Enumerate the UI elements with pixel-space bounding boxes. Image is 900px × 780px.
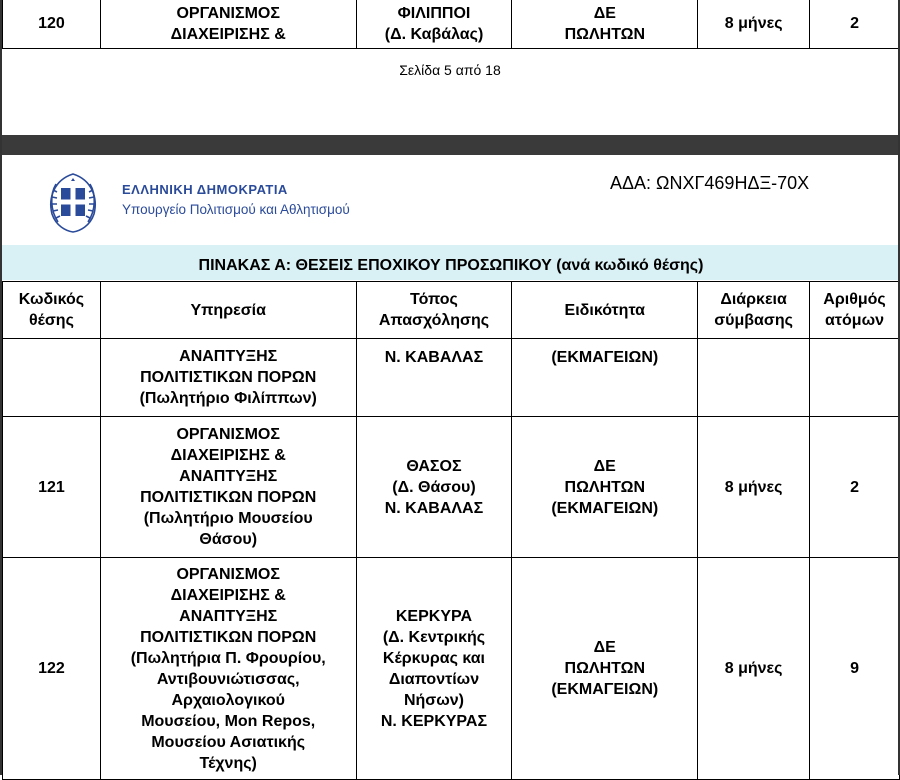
cell-count: 9 <box>810 558 900 780</box>
previous-page <box>0 0 900 135</box>
cell-location: ΦΙΛΙΠΠΟΙ (Δ. Καβάλας) <box>356 0 512 49</box>
cell-code: 122 <box>3 558 101 780</box>
col-header-specialty: Ειδικότητα <box>512 282 698 339</box>
ministry-header <box>122 182 350 217</box>
table-row <box>3 417 900 558</box>
cell-code <box>3 339 101 417</box>
greek-coat-of-arms-icon <box>42 170 104 234</box>
cell-specialty: ΔΕ ΠΩΛΗΤΩΝ (ΕΚΜΑΓΕΙΩΝ) <box>512 417 698 558</box>
cell-service: ΑΝΑΠΤΥΞΗΣ ΠΟΛΙΤΙΣΤΙΚΩΝ ΠΟΡΩΝ (Πωλητήριο Φιλίππων) <box>100 339 356 417</box>
positions-table <box>2 281 900 780</box>
col-header-service: Υπηρεσία <box>100 282 356 339</box>
cell-service: ΟΡΓΑΝΙΣΜΟΣ ΔΙΑΧΕΙΡΙΣΗΣ & <box>100 0 356 49</box>
cell-duration <box>698 339 810 417</box>
col-header-duration: Διάρκεια σύμβασης <box>698 282 810 339</box>
cell-duration: 8 μήνες <box>698 558 810 780</box>
cell-count <box>810 339 900 417</box>
col-header-location: Τόπος Απασχόλησης <box>356 282 512 339</box>
cell-service: ΟΡΓΑΝΙΣΜΟΣ ΔΙΑΧΕΙΡΙΣΗΣ & ΑΝΑΠΤΥΞΗΣ ΠΟΛΙΤΙΣΤΙΚΩΝ ΠΟΡΩΝ (Πωλητήρια Π. Φρουρίου, Αντιβουνιώτισσας, Αρχαιολογικού Μουσείου, Mon Repos, Μουσείου Ασιατικής Τέχνης) <box>100 558 356 780</box>
col-header-code: Κωδικός θέσης <box>3 282 101 339</box>
cell-code: 120 <box>3 0 101 49</box>
cell-duration: 8 μήνες <box>698 0 810 49</box>
page-gap <box>0 135 900 155</box>
cell-specialty: (ΕΚΜΑΓΕΙΩΝ) <box>512 339 698 417</box>
cell-specialty: ΔΕ ΠΩΛΗΤΩΝ (ΕΚΜΑΓΕΙΩΝ) <box>512 558 698 780</box>
left-edge <box>0 0 2 775</box>
table-row <box>3 339 900 417</box>
ministry-line1: ΕΛΛΗΝΙΚΗ ΔΗΜΟΚΡΑΤΙΑ <box>122 182 288 197</box>
cell-location: ΘΑΣΟΣ (Δ. Θάσου) Ν. ΚΑΒΑΛΑΣ <box>356 417 512 558</box>
ada-code: ΑΔΑ: ΩΝΧΓ469ΗΔΞ-70Χ <box>610 173 810 193</box>
col-header-count: Αριθμός ατόμων <box>810 282 900 339</box>
cell-code: 121 <box>3 417 101 558</box>
cell-location: ΚΕΡΚΥΡΑ (Δ. Κεντρικής Κέρκυρας και Διαποντίων Νήσων) Ν. ΚΕΡΚΥΡΑΣ <box>356 558 512 780</box>
cell-count: 2 <box>810 417 900 558</box>
cell-service: ΟΡΓΑΝΙΣΜΟΣ ΔΙΑΧΕΙΡΙΣΗΣ & ΑΝΑΠΤΥΞΗΣ ΠΟΛΙΤΙΣΤΙΚΩΝ ΠΟΡΩΝ (Πωλητήριο Μουσείου Θάσου) <box>100 417 356 558</box>
cell-duration: 8 μήνες <box>698 417 810 558</box>
table-row <box>3 0 900 49</box>
ministry-line2: Υπουργείο Πολιτισμού και Αθλητισμού <box>122 202 350 217</box>
cell-specialty: ΔΕ ΠΩΛΗΤΩΝ <box>512 0 698 49</box>
page-number: Σελίδα 5 από 18 <box>399 62 501 78</box>
cell-count: 2 <box>810 0 900 49</box>
table-header-row <box>3 282 900 339</box>
table-title: ΠΙΝΑΚΑΣ Α: ΘΕΣΕΙΣ ΕΠΟΧΙΚΟΥ ΠΡΟΣΩΠΙΚΟΥ (ανά κωδικό θέσης) <box>2 245 900 280</box>
previous-page-table <box>2 0 900 49</box>
table-row <box>3 558 900 780</box>
cell-location: Ν. ΚΑΒΑΛΑΣ <box>356 339 512 417</box>
